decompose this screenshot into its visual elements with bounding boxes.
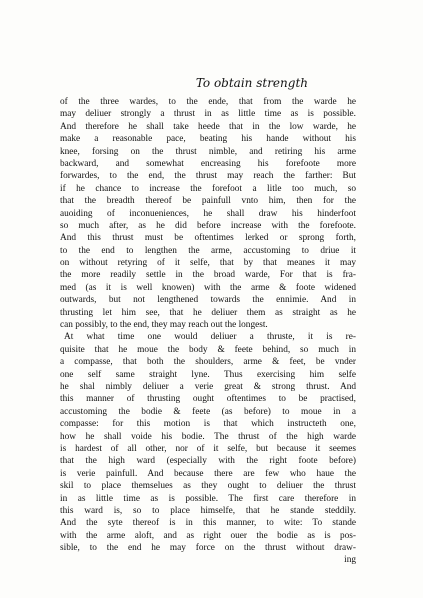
text-line: auoiding of inconueniences, he shall draw his hinderfoot (60, 208, 356, 219)
text-line: that the high ward (especially with the right foote before) (60, 456, 356, 467)
text-line: of the three wardes, to the ende, that from the warde he (60, 97, 356, 107)
text-line: on without retyring of it selfe, that by that meanes it may (60, 258, 356, 269)
text-line: backward, and somewhat encreasing his forefoote more (60, 158, 356, 169)
text-line: compasse: for this motion is that which instructeth one, (60, 419, 356, 430)
text-line: med (as it is well knowen) with the arme & foote widened (60, 282, 356, 293)
text-line: with the arme aloft, and as right ouer the bodie as is pos- (60, 530, 356, 541)
text-line: skil to place themselues as they ought to deliuer the thrust (60, 481, 356, 492)
text-line: accustoming the bodie & feete (as before) to moue in a (60, 406, 356, 417)
text-line: And this thrust must be oftentimes lerked or sprong forth, (60, 233, 356, 244)
text-line: one self same straight lyne. Thus exercising him selfe (60, 369, 356, 380)
text-line: At what time one would deliuer a thruste, it is re- (64, 332, 356, 343)
body-text (60, 96, 356, 567)
running-head: To obtain strength (195, 76, 308, 90)
text-line: And the syte thereof is in this manner, to wite: To stande (60, 518, 356, 529)
text-line: sible, to the end he may force on the thrust without draw- (60, 543, 356, 554)
text-line: And therefore he shall take heede that in the low warde, he (60, 121, 356, 132)
text-line: to the end to lengthen the arme, accustoming to driue it (60, 245, 356, 256)
catchword: ing (344, 555, 356, 566)
text-line: the more readily settle in the broad warde, For that is fra- (60, 270, 356, 281)
text-line: forwardes, to the end, the thrust may reach the farther: But (60, 171, 356, 182)
text-line: in as little time as is possible. The first care therefore in (60, 493, 356, 504)
text-line: quisite that he moue the body & feete behind, so much in (60, 344, 356, 355)
text-line: so much after, as he did before increase with the forefoote. (60, 220, 356, 231)
text-line: can possibly, to the end, they may reach out the longest. (60, 320, 268, 331)
text-line: this manner of thrusting ought oftentimes to be practised, (60, 394, 356, 405)
text-line: is hardest of all other, nor of it selfe, but because it seemes (60, 443, 356, 454)
text-line: make a reasonable pace, beating his hande without his (60, 134, 356, 145)
text-line: if he chance to increase the forefoot a litle too much, so (60, 183, 356, 194)
text-line: may deliuer strongly a thrust in as little time as is possible. (60, 109, 356, 120)
text-line: a compasse, that both the shoulders, arme & feet, be vnder (60, 357, 356, 368)
text-line: this ward is, so to place himselfe, that he stande steddily. (60, 505, 356, 516)
text-line: he shal nimbly deliuer a verie great & strong thrust. And (60, 381, 356, 392)
text-line: outwards, but not lengthened towards the ennimie. And in (60, 295, 356, 306)
text-line: thrusting let him see, that he deliuer them as straight as he (60, 307, 356, 318)
text-line: how he shall voide his bodie. The thrust of the high warde (60, 431, 356, 442)
text-line: that the breadth thereof be painfull vnto him, then for the (60, 196, 356, 207)
text-line: is verie painfull. And because there are few who haue the (60, 468, 356, 479)
text-line: knee, forsing on the thrust nimble, and retiring his arme (60, 146, 356, 157)
